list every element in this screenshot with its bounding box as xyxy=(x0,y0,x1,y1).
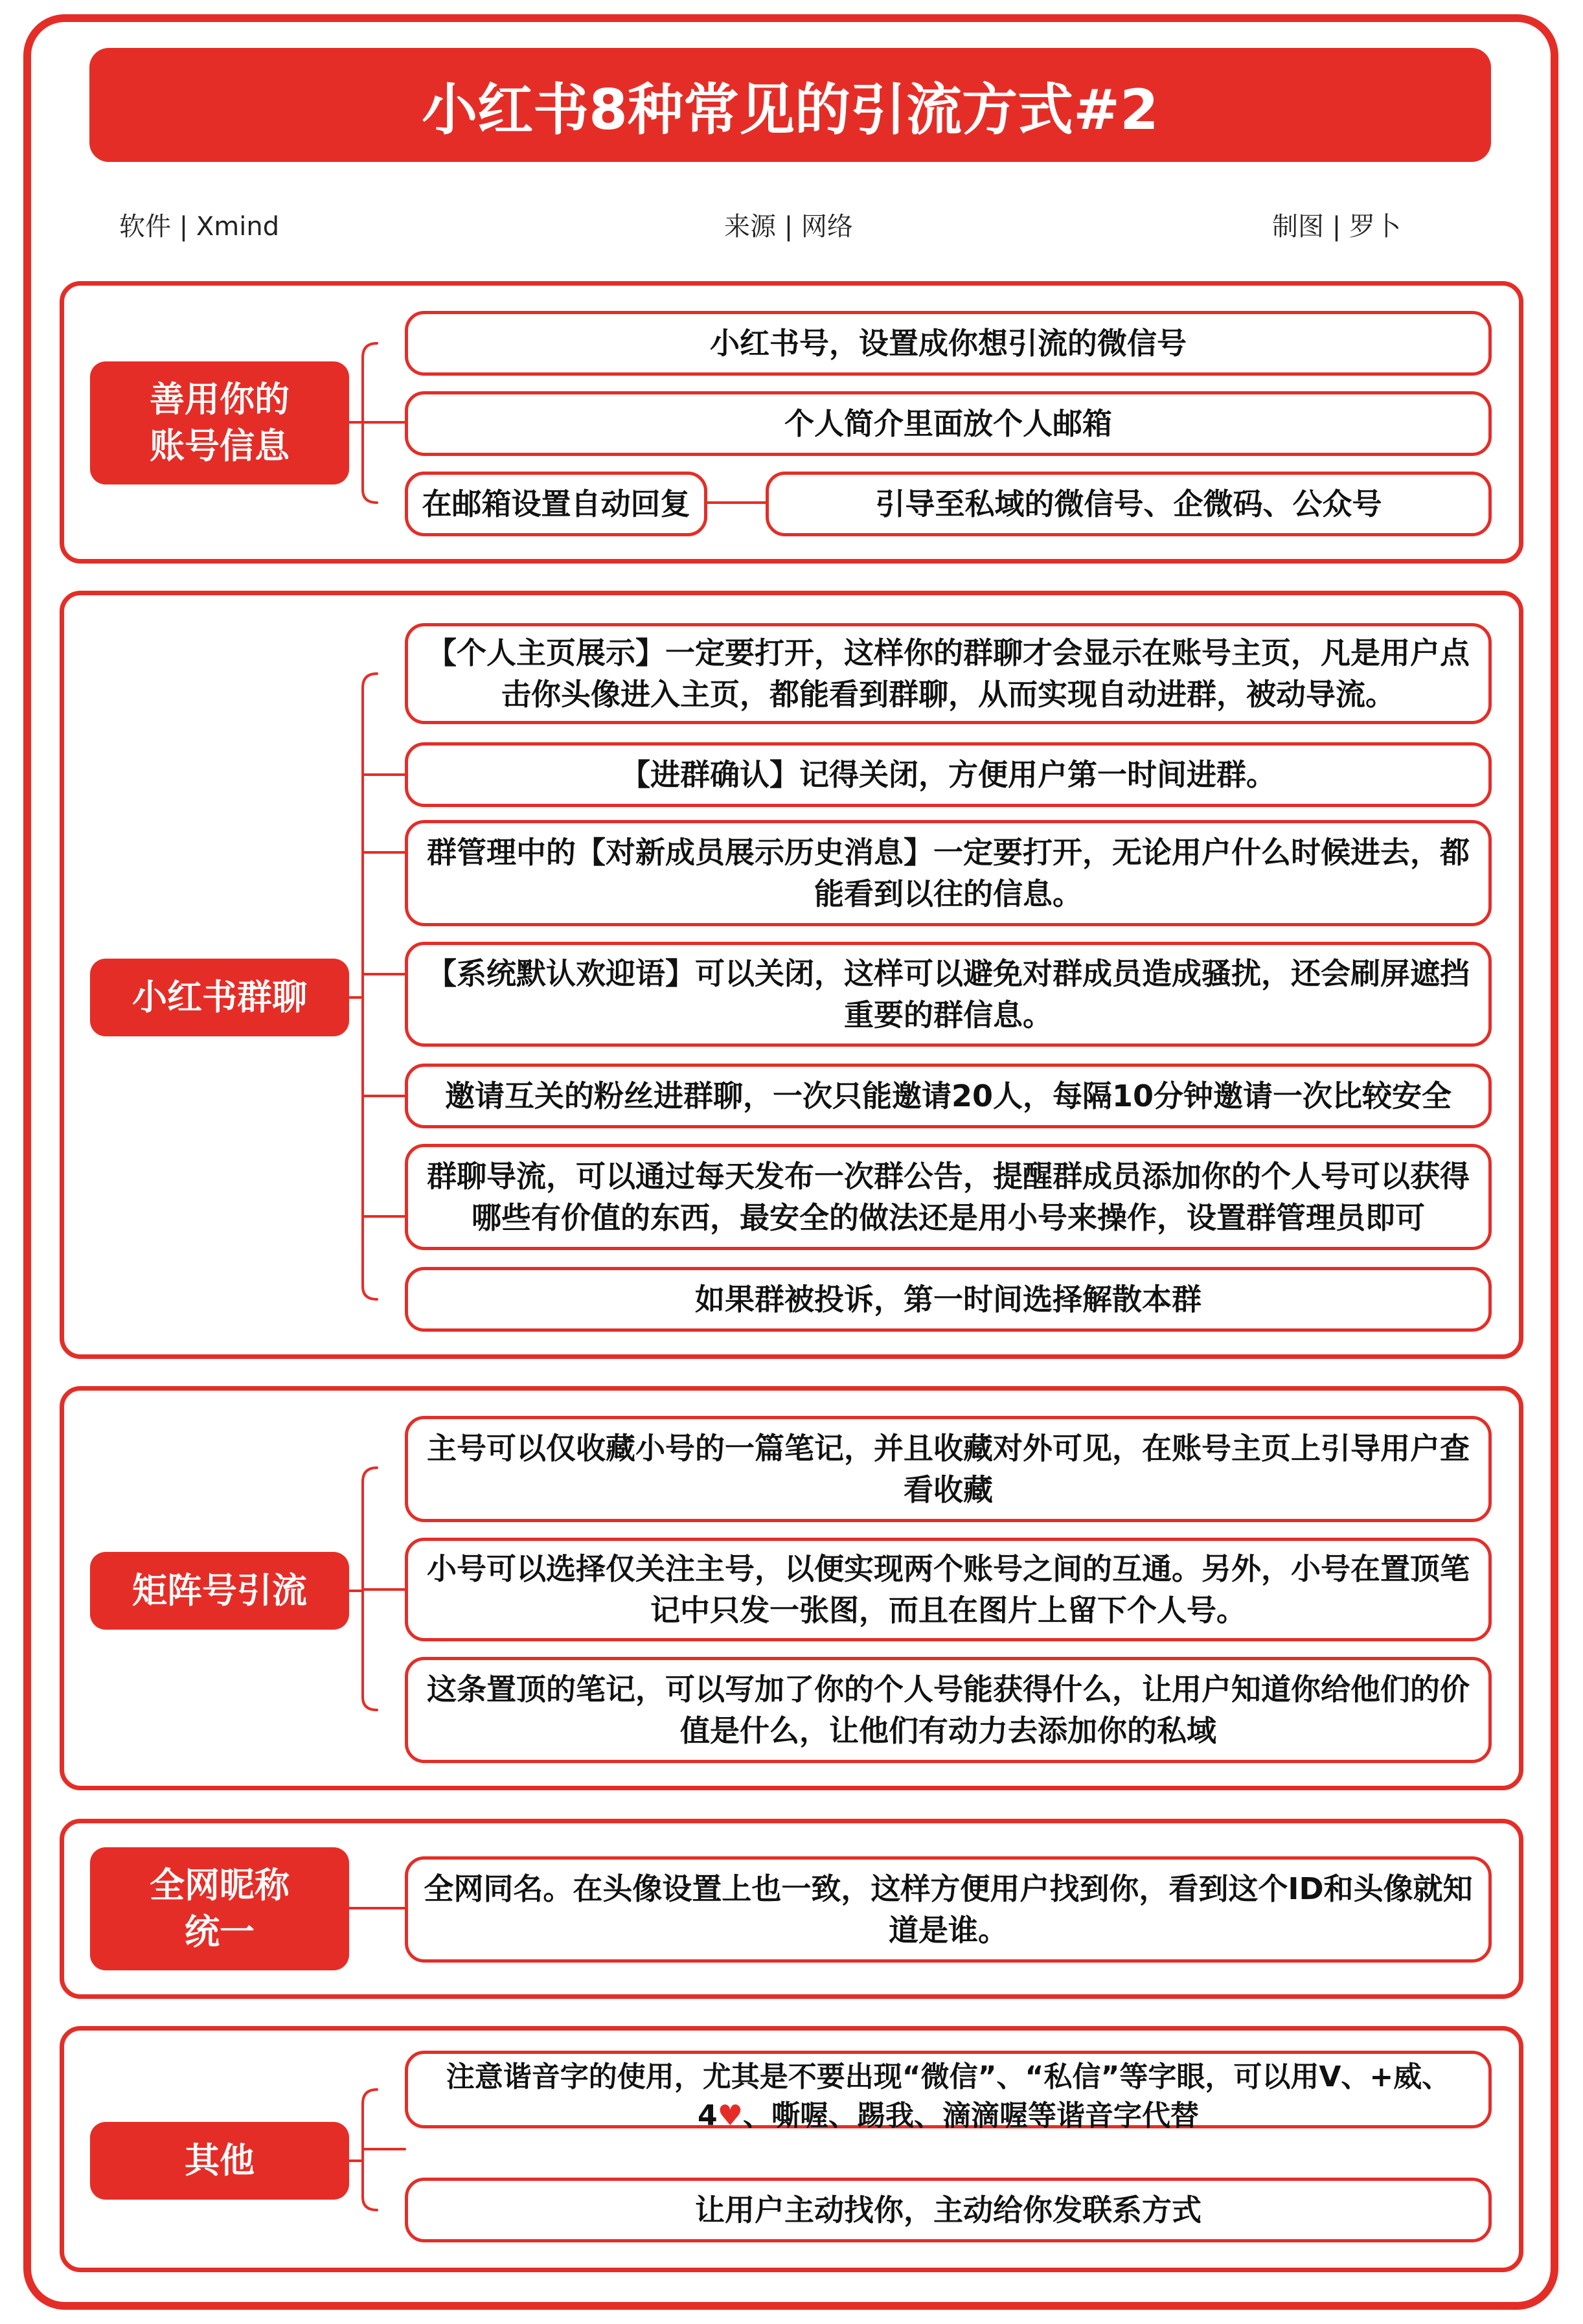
node-collect-notes: 主号可以仅收藏小号的一篇笔记，并且收藏对外可见，在账号主页上引导用户查看收藏 xyxy=(405,1416,1492,1522)
node-same-name: 全网同名。在头像设置上也一致，这样方便用户找到你，看到这个ID和头像就知道是谁。 xyxy=(405,1856,1492,1963)
page-title: 小红书8种常见的引流方式#2 xyxy=(89,48,1491,162)
source-label: 来源 | 网络 xyxy=(724,212,853,242)
homophones-suffix: 、嘶喔、踢我、滴滴喔等谐音字代替 xyxy=(743,2099,1200,2132)
homophones-text: 注意谐音字的使用，尤其是不要出现“微信”、“私信”等字眼，可以用V、+威、4 xyxy=(446,2060,1451,2132)
heart-icon: ♥ xyxy=(717,2099,744,2132)
category-unified-nickname: 全网昵称 统一 xyxy=(90,1847,349,1970)
node-welcome-message: 【系统默认欢迎语】可以关闭，这样可以避免对群成员造成骚扰，还会刷屏遮挡重要的群信息。 xyxy=(405,942,1492,1047)
node-user-contacts-you: 让用户主动找你，主动给你发联系方式 xyxy=(405,2178,1492,2242)
node-invite-followers: 邀请互关的粉丝进群聊，一次只能邀请20人，每隔10分钟邀请一次比较安全 xyxy=(405,1064,1492,1128)
software-label: 软件 | Xmind xyxy=(119,212,280,242)
node-pinned-note: 这条置顶的笔记，可以写加了你的个人号能获得什么，让用户知道你给他们的价值是什么，让他们有动力去添加你的私域 xyxy=(405,1657,1492,1763)
node-profile-email: 个人简介里面放个人邮箱 xyxy=(405,391,1492,456)
category-other: 其他 xyxy=(90,2122,349,2200)
category-account-info: 善用你的 账号信息 xyxy=(90,361,349,484)
node-homophones xyxy=(405,2051,1492,2132)
node-history-messages: 群管理中的【对新成员展示历史消息】一定要打开，无论用户什么时候进去，都能看到以往的信息。 xyxy=(405,820,1492,926)
node-dissolve-group: 如果群被投诉，第一时间选择解散本群 xyxy=(405,1267,1492,1332)
node-homepage-display: 【个人主页展示】一定要打开，这样你的群聊才会显示在账号主页，凡是用户点击你头像进入主页，都能看到群聊，从而实现自动进群，被动导流。 xyxy=(405,623,1492,724)
node-xhs-id: 小红书号，设置成你想引流的微信号 xyxy=(405,311,1492,376)
node-follow-main: 小号可以选择仅关注主号，以便实现两个账号之间的互通。另外，小号在置顶笔记中只发一张图，而且在图片上留下个人号。 xyxy=(405,1538,1492,1641)
node-auto-reply: 在邮箱设置自动回复 xyxy=(405,472,707,536)
category-group-chat: 小红书群聊 xyxy=(90,959,349,1036)
node-group-announcement: 群聊导流，可以通过每天发布一次群公告，提醒群成员添加你的个人号可以获得哪些有价值的东西，最安全的做法还是用小号来操作，设置群管理员即可 xyxy=(405,1144,1492,1250)
author-label: 制图 | 罗卜 xyxy=(1272,212,1401,242)
node-join-confirm: 【进群确认】记得关闭，方便用户第一时间进群。 xyxy=(405,742,1492,807)
category-matrix-accounts: 矩阵号引流 xyxy=(90,1552,349,1630)
node-private-traffic: 引导至私域的微信号、企微码、公众号 xyxy=(766,472,1492,536)
